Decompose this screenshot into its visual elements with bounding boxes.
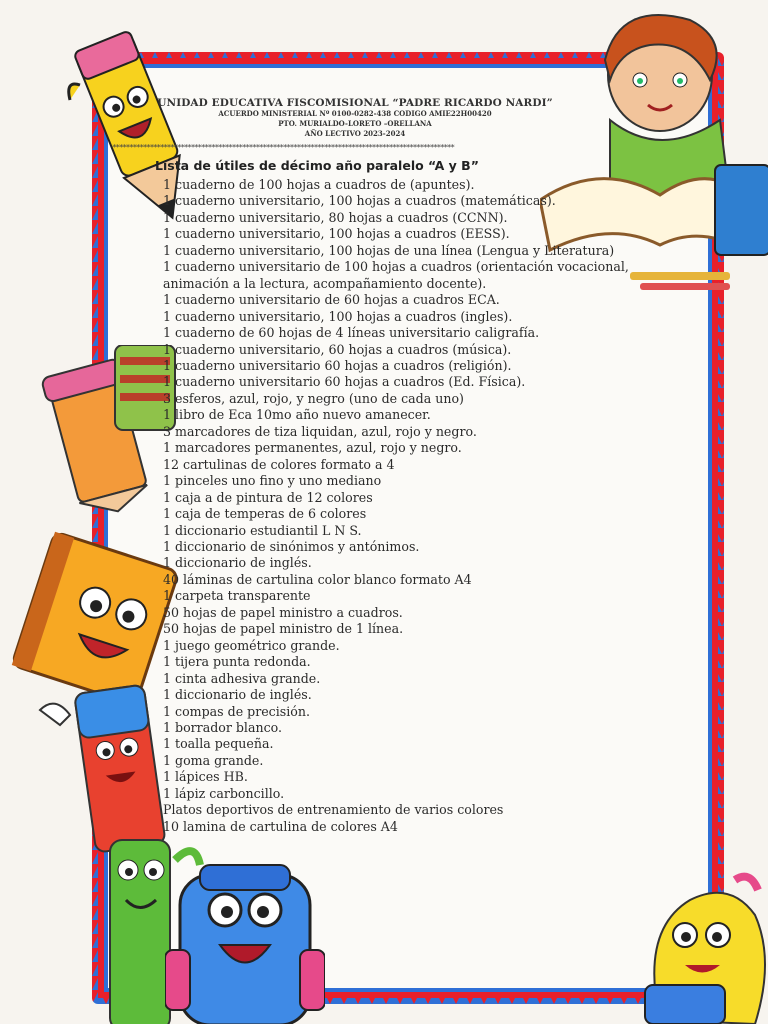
list-item: 1 tijera punta redonda. (163, 654, 311, 670)
list-item: 1 diccionario estudiantil L N S. (163, 522, 362, 538)
list-item: 1 marcadores permanentes, azul, rojo y negro. (163, 440, 462, 456)
list-item: 1 borrador blanco. (163, 719, 283, 735)
school-year-line: AÑO LECTIVO 2023-2024 (304, 129, 406, 138)
supplies-list (163, 177, 683, 835)
list-item: Platos deportivos de entrenamiento de varios colores (163, 802, 504, 818)
list-item: 1 compas de precisión. (163, 703, 310, 719)
separator-line: **************************************************************************************************** (112, 143, 454, 152)
school-name: UNIDAD EDUCATIVA FISCOMISIONAL “PADRE RICARDO NARDI” (157, 97, 553, 109)
list-item: 10 lamina de cartulina de colores A4 (163, 818, 398, 834)
list-item: 1 diccionario de sinónimos y antónimos. (163, 538, 420, 554)
list-item: 1 cuaderno universitario, 100 hojas de una línea (Lengua y Literatura) (163, 242, 615, 258)
list-item: 1 libro de Eca 10mo año nuevo amanecer. (163, 407, 431, 423)
list-item: 1 cuaderno universitario de 60 hojas a cuadros ECA. (163, 292, 500, 308)
document-header (150, 97, 560, 139)
list-item: 1 juego geométrico grande. (163, 637, 340, 653)
list-item: 1 cuaderno universitario, 100 hojas a cuadros (ingles). (163, 308, 513, 324)
list-item: 1 lápices HB. (163, 769, 248, 785)
pencil-cup-character-icon (30, 345, 180, 515)
list-item: 1 pinceles uno fino y uno mediano (163, 473, 382, 489)
list-item: 1 caja de temperas de 6 colores (163, 506, 367, 522)
list-item: 1 cuaderno de 60 hojas de 4 líneas universitario caligrafía. (163, 325, 540, 341)
list-item: 1 cinta adhesiva grande. (163, 670, 321, 686)
list-item: 1 diccionario de inglés. (163, 555, 312, 571)
list-item: 50 hojas de papel ministro de 1 línea. (163, 621, 404, 637)
list-item: 40 láminas de cartulina color blanco formato A4 (163, 571, 472, 587)
list-item: 12 cartulinas de colores formato a 4 (163, 456, 395, 472)
list-item: 1 carpeta transparente (163, 588, 311, 604)
list-item: 1 cuaderno universitario, 100 hojas a cuadros (matemáticas). (163, 193, 556, 209)
list-item: 1 cuaderno universitario, 100 hojas a cuadros (EESS). (163, 226, 510, 242)
backpack-character-icon (165, 860, 325, 1024)
agreement-line: ACUERDO MINISTERIAL Nº 0100-0282-438 CODIGO AMIE22H00420 (218, 109, 492, 118)
list-item: 1 cuaderno universitario, 80 hojas a cuadros (CCNN). (163, 209, 508, 225)
list-item: 1 cuaderno de 100 hojas a cuadros de (apuntes). (163, 177, 475, 192)
list-item: 3 esferos, azul, rojo, y negro (uno de cada uno) (163, 390, 464, 406)
yellow-bag-character-icon (640, 870, 768, 1024)
list-item: 1 diccionario de inglés. (163, 687, 312, 703)
list-item: 3 marcadores de tiza liquidan, azul, rojo y negro. (163, 423, 477, 439)
list-item: 1 cuaderno universitario 60 hojas a cuadros (religión). (163, 357, 512, 373)
list-title: Lista de útiles de décimo año paralelo “A y B” (155, 158, 479, 173)
list-item: 1 cuaderno universitario de 100 hojas a cuadros (orientación vocacional, animación a la lectura, acompañamiento docente). (163, 259, 629, 291)
list-item: 1 lápiz carboncillo. (163, 785, 285, 801)
list-item: 1 cuaderno universitario 60 hojas a cuadros (Ed. Física). (163, 374, 526, 390)
location-line: PTO. MURIALDO-LORETO –ORELLANA (278, 119, 432, 128)
list-item: 1 cuaderno universitario, 60 hojas a cuadros (música). (163, 341, 512, 357)
list-item: 1 toalla pequeña. (163, 736, 274, 752)
list-item: 1 caja a de pintura de 12 colores (163, 489, 373, 505)
list-item: 1 goma grande. (163, 752, 264, 768)
list-item: 50 hojas de papel ministro a cuadros. (163, 604, 403, 620)
